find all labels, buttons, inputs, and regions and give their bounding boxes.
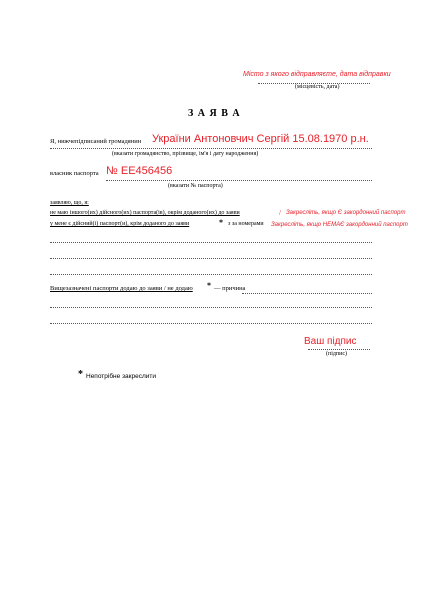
applicant-caption: (вказати громадянство, прізвище, ім'я і дату народження) bbox=[112, 151, 259, 157]
declaration-line2-mark: * bbox=[219, 218, 223, 227]
passport-numbers-line-3 bbox=[50, 274, 372, 275]
passport-prefix: власник паспорта bbox=[50, 170, 99, 177]
declaration-line2-tail: з за номерами bbox=[228, 221, 264, 227]
reason-tail: — причина bbox=[214, 285, 246, 292]
footnote-text: Непотрібне закреслити bbox=[86, 373, 157, 380]
signature-line bbox=[308, 349, 370, 350]
applicant-line bbox=[50, 148, 372, 149]
signature-value: Ваш підпис bbox=[304, 336, 357, 347]
passport-value: № ЕЕ456456 bbox=[106, 165, 173, 177]
declaration-line2-note: Закресліть, якщо НЕМАЄ закордонний паспорт bbox=[271, 222, 408, 228]
declaration-line1-mark: / bbox=[279, 209, 281, 217]
passport-caption: (вказати № паспорта) bbox=[168, 183, 223, 189]
reason-line-0 bbox=[242, 293, 372, 294]
place-date-caption: (місцевість, дата) bbox=[295, 84, 340, 90]
place-date-value: Місто з якого відправляєте, дата відправки bbox=[243, 71, 391, 78]
reason-line-2 bbox=[50, 323, 372, 324]
footnote-mark: * bbox=[78, 369, 83, 380]
declaration-line1: не маю іншого(их) дійсного(их) паспорта(ів), окрім доданого(их) до заяви bbox=[50, 210, 240, 216]
passport-line bbox=[106, 180, 372, 181]
reason-mark: * bbox=[207, 281, 211, 290]
signature-caption: (підпис) bbox=[326, 351, 348, 357]
passport-numbers-line-1 bbox=[50, 242, 372, 243]
page-title: З А Я В А bbox=[188, 108, 241, 119]
passport-numbers-line-2 bbox=[50, 258, 372, 259]
declaration-intro: заявляю, що, я: bbox=[50, 200, 89, 206]
applicant-value: України Антоновчич Сергій 15.08.1970 р.н. bbox=[152, 133, 369, 145]
declaration-line2: у мене є дійсний(і) паспорт(и), крім доданого до заяви bbox=[50, 221, 190, 227]
declaration-line1-note: Закресліть, якщо Є закордонний паспорт bbox=[286, 210, 406, 216]
reason-line-1 bbox=[50, 307, 372, 308]
applicant-prefix: Я, нижчепідписаний громадянин bbox=[50, 138, 142, 145]
reason-text: Вищезазначені паспорти додаю до заяви / не додаю bbox=[50, 285, 193, 292]
